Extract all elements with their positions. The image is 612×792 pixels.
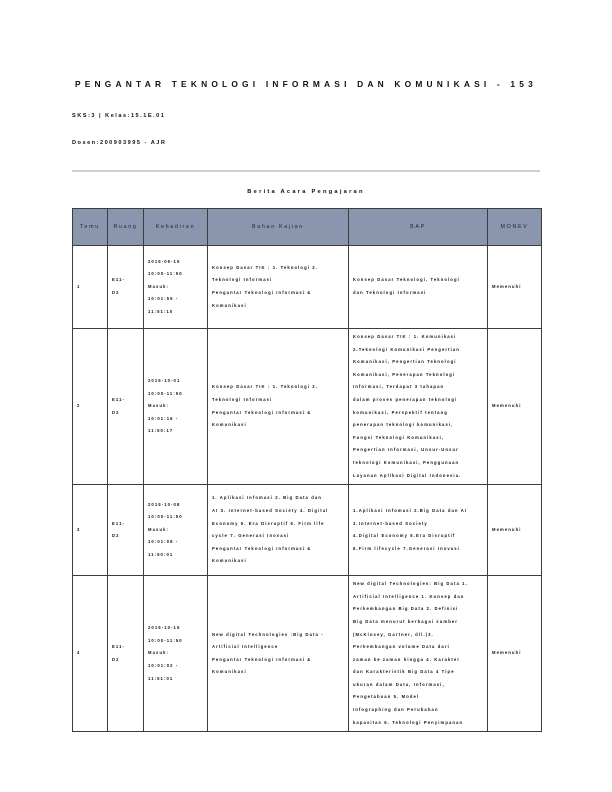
cell-line: E11- xyxy=(112,396,126,402)
cell-ruang xyxy=(108,576,144,732)
cell-kehadiran xyxy=(144,576,208,732)
cell-line: 10:00-11:50 xyxy=(148,514,183,520)
cell-monev: Memenuhi xyxy=(488,246,542,329)
cell-monev: Memenuhi xyxy=(488,329,542,485)
divider xyxy=(72,170,540,172)
header-monev: MONEV xyxy=(488,209,542,246)
cell-line: Teknologi Informasi xyxy=(212,277,273,283)
header-ruang: Ruang xyxy=(108,209,144,246)
cell-line: Komunikasi xyxy=(212,558,247,564)
cell-monev: Memenuhi xyxy=(488,576,542,732)
cell-line: 2015-10-15 xyxy=(148,625,181,631)
cell-line: New digital Technologies: Big Data 1. xyxy=(353,581,468,587)
cell-line: dan Teknologi Informasi xyxy=(353,290,427,295)
cell-line: Perkembangan volume Data dari xyxy=(353,644,450,650)
cell-line: Masuk: xyxy=(148,283,170,289)
cell-line: Economy 5. Era Disruptif 6. Firm life xyxy=(212,520,325,526)
cell-line: ukuran dalam Data, Informasi, xyxy=(353,681,445,687)
cell-line: D2 xyxy=(112,409,120,415)
cell-bahan-kajian xyxy=(208,485,349,576)
table-row xyxy=(73,329,542,485)
cell-line: 3.Internet-based Society xyxy=(353,520,428,526)
cell-line: Komunikasi, Penerapan Teknologi xyxy=(353,371,456,377)
cell-line: 2.Teknologi Komunikasi Pengertian xyxy=(353,346,460,352)
cell-line: 10:01:16 - xyxy=(148,415,179,421)
table-row xyxy=(73,246,542,329)
table-header-row xyxy=(73,209,542,246)
table-row xyxy=(73,576,542,732)
cell-temu: 1 xyxy=(73,246,108,329)
cell-bahan-kajian xyxy=(208,329,349,485)
cell-bahan-kajian xyxy=(208,246,349,329)
cell-ruang xyxy=(108,329,144,485)
cell-line: Masuk: xyxy=(148,526,170,532)
cell-line: Komunikasi xyxy=(212,669,247,675)
cell-line: 6.Firm lifecycle 7.Generasi Inovasi xyxy=(353,545,460,551)
cell-line: Teknologi Informasi xyxy=(212,396,273,402)
cell-line: Perkembangan Big Data 2. Definisi xyxy=(353,606,459,612)
teaching-record-table xyxy=(72,208,542,732)
cell-line: 2015-10-01 xyxy=(148,378,181,384)
cell-line: 4.Digital Economy 5.Era Disruptif xyxy=(353,533,456,539)
cell-bahan-kajian xyxy=(208,576,349,732)
cell-line: 2015-10-08 xyxy=(148,501,181,507)
cell-monev: Memenuhi xyxy=(488,485,542,576)
cell-line: 1. Aplikasi Infomasi 2. Big Data dan xyxy=(212,495,322,501)
cell-line: Komunikasi, Pengertian Teknologi xyxy=(353,359,457,365)
cell-line: zaman ke zaman hingga 4. Karakter xyxy=(353,656,461,662)
header-bap: BAP xyxy=(349,209,488,246)
cell-line: Konsep Dasar TIK : 1. Teknologi 2. xyxy=(212,384,318,390)
cell-line: dan Karakteristik Big Data 4 Tipe xyxy=(353,669,455,675)
cell-line: komunikasi, Perspektif tentang xyxy=(353,409,448,415)
cell-line: Masuk: xyxy=(148,650,170,656)
cell-temu: 4 xyxy=(73,576,108,732)
cell-line: Masuk: xyxy=(148,403,170,409)
header-kehadiran: Kehadiran xyxy=(144,209,208,246)
cell-line: penerapan teknologi komunikasi, xyxy=(353,422,454,428)
cell-line: Komunikasi xyxy=(212,302,247,308)
cell-line: Konsep Dasar TIK : 1. Teknologi 2. xyxy=(212,264,318,270)
cell-line: 10:00-11:50 xyxy=(148,637,183,643)
cell-line: D2 xyxy=(112,656,120,662)
header-temu: Temu xyxy=(73,209,108,246)
cell-kehadiran xyxy=(144,485,208,576)
course-info: SKS:3 | Kelas:15.1E.01 xyxy=(72,113,166,119)
cell-line: 10:00-11:50 xyxy=(148,271,183,277)
cell-line: 2015-09-15 xyxy=(148,258,181,264)
cell-line: Pengetahuan 5. Model xyxy=(353,694,420,700)
cell-line: kapasitas 6. Teknologi Penyimpanan xyxy=(353,719,464,725)
cell-bap xyxy=(349,576,488,732)
cell-temu: 2 xyxy=(73,329,108,485)
cell-bap xyxy=(349,329,488,485)
cell-line: Artificial Intelligence xyxy=(212,644,279,650)
cell-line: D2 xyxy=(112,290,120,295)
cell-line: Pengertian Informasi, Unsur-Unsur xyxy=(353,447,459,453)
cell-line: Big Data menurut berbagai sumber xyxy=(353,618,459,624)
cell-ruang xyxy=(108,485,144,576)
cell-line: E11- xyxy=(112,520,126,526)
cell-line: 10:01:02 - xyxy=(148,662,179,668)
table-title: Berita Acara Pengajaran xyxy=(247,189,365,195)
cell-line: 11:51:01 xyxy=(148,675,174,681)
cell-line: dalam proses penerapan teknologi xyxy=(353,396,458,402)
lecturer-info: Dosen:200903995 - AJR xyxy=(72,140,167,146)
cell-line: (McKinsey, Gartner, dll.)3. xyxy=(353,631,434,637)
header-bahan-kajian: Bahan Kajian xyxy=(208,209,349,246)
cell-temu: 3 xyxy=(73,485,108,576)
cell-line: New digital Technologies :Big Data - xyxy=(212,631,324,637)
cell-bap xyxy=(349,485,488,576)
cell-line: 10:01:08 - xyxy=(148,539,179,545)
cell-line: 10:01:55 - xyxy=(148,296,179,302)
cell-line: Artificial Intelligence 1. Konsep dan xyxy=(353,593,465,599)
cell-line: Fungsi Teknologi Komunikasi, xyxy=(353,434,445,440)
cell-line: 1.Aplikasi Infomasi 2.Big Data dan AI xyxy=(353,507,468,513)
cell-bap xyxy=(349,246,488,329)
document-title: PENGANTAR TEKNOLOGI INFORMASI DAN KOMUNIKASI - 153 xyxy=(74,79,538,89)
cell-line: Pengantar Teknologi Informasi & xyxy=(212,409,312,415)
cell-line: Pengantar Teknologi Informasi & xyxy=(212,545,312,551)
cell-line: Pengantar Teknologi Informasi & xyxy=(212,656,312,662)
cell-line: 11:51:10 xyxy=(148,308,174,314)
cell-line: 10:00-11:50 xyxy=(148,390,183,396)
cell-line: 11:50:17 xyxy=(148,428,174,434)
cell-line: Konsep Dasar Teknologi, Teknologi xyxy=(353,277,460,283)
cell-kehadiran xyxy=(144,329,208,485)
cell-ruang xyxy=(108,246,144,329)
cell-line: cycle 7. Generasi Inovasi xyxy=(212,533,290,539)
cell-line: teknologi Komunikasi, Penggunaan xyxy=(353,459,460,465)
cell-line: Pengantar Teknologi Informasi & xyxy=(212,290,312,295)
cell-line: Konsep Dasar TIK : 1. Komunikasi xyxy=(353,334,457,339)
cell-line: E11- xyxy=(112,277,126,283)
cell-line: AI 3. Internet-based Society 4. Digital xyxy=(212,507,329,513)
cell-kehadiran xyxy=(144,246,208,329)
cell-line: Layanan Aplikasi Digital Indonesia. xyxy=(353,472,462,478)
table-row xyxy=(73,485,542,576)
cell-line: Infographing dan Perubahan xyxy=(353,707,439,713)
cell-line: Informasi, Terdapat 3 tahapan xyxy=(353,384,445,390)
cell-line: Komunikasi xyxy=(212,422,247,428)
cell-line: 11:50:01 xyxy=(148,552,174,558)
cell-line: D2 xyxy=(112,533,120,539)
cell-line: E11- xyxy=(112,644,126,650)
